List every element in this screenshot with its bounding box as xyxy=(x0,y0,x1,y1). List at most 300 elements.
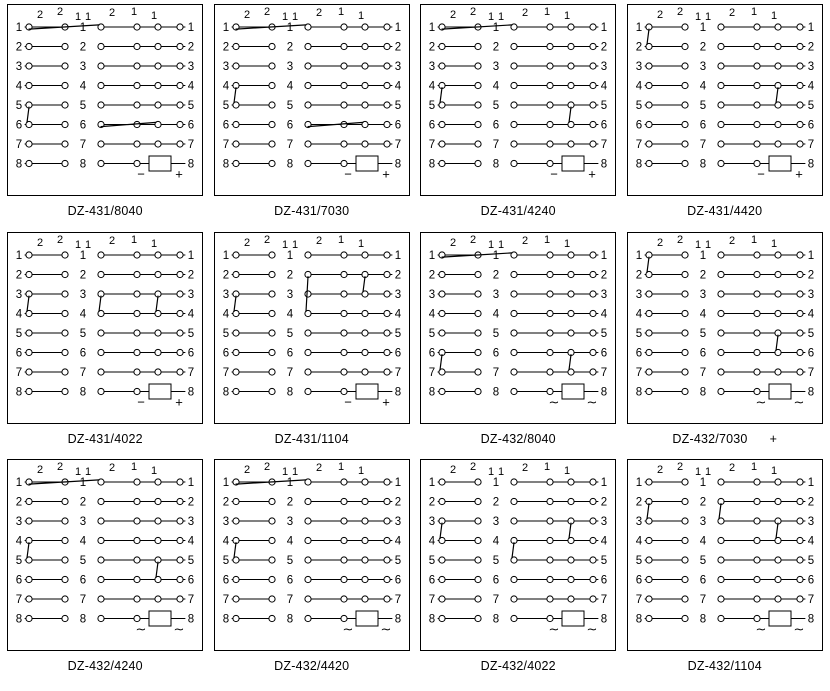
svg-text:7: 7 xyxy=(807,366,814,379)
svg-text:−: − xyxy=(343,394,352,410)
svg-text:4: 4 xyxy=(188,80,195,93)
svg-text:2: 2 xyxy=(728,234,735,247)
wiring-diagram-panel xyxy=(7,232,203,424)
panel-caption-text: DZ-432/7030 xyxy=(672,431,748,446)
svg-text:2: 2 xyxy=(676,6,683,18)
svg-text:4: 4 xyxy=(222,308,229,321)
svg-text:+: + xyxy=(175,166,184,182)
svg-text:5: 5 xyxy=(807,327,814,340)
svg-text:5: 5 xyxy=(16,100,23,112)
panel-caption: DZ-431/1104 xyxy=(274,431,349,446)
svg-text:6: 6 xyxy=(80,347,87,360)
svg-text:8: 8 xyxy=(394,613,401,626)
svg-text:6: 6 xyxy=(222,347,229,360)
svg-text:1: 1 xyxy=(357,237,364,250)
svg-text:1: 1 xyxy=(498,11,505,23)
schematic-svg xyxy=(421,460,615,650)
svg-text:7: 7 xyxy=(188,594,195,607)
diagram-cell xyxy=(2,4,209,232)
svg-text:2: 2 xyxy=(16,496,23,509)
svg-text:7: 7 xyxy=(222,594,229,607)
svg-text:2: 2 xyxy=(635,41,642,54)
svg-text:8: 8 xyxy=(80,613,87,626)
svg-text:5: 5 xyxy=(286,327,293,340)
svg-text:1: 1 xyxy=(357,10,364,22)
svg-text:5: 5 xyxy=(493,327,500,340)
svg-text:1: 1 xyxy=(564,237,571,250)
svg-text:3: 3 xyxy=(429,61,436,73)
svg-text:+: + xyxy=(794,166,803,182)
svg-text:5: 5 xyxy=(394,555,401,568)
svg-text:6: 6 xyxy=(286,347,293,360)
svg-text:8: 8 xyxy=(394,158,401,171)
diagram-cell xyxy=(415,232,622,460)
svg-text:5: 5 xyxy=(601,327,608,340)
svg-text:∼: ∼ xyxy=(793,394,805,410)
svg-text:6: 6 xyxy=(16,119,23,132)
svg-text:1: 1 xyxy=(16,477,23,490)
svg-text:1: 1 xyxy=(337,233,344,246)
wiring-diagram-panel xyxy=(420,232,616,424)
svg-text:7: 7 xyxy=(699,594,706,607)
svg-text:3: 3 xyxy=(699,288,706,301)
svg-text:8: 8 xyxy=(807,613,814,626)
svg-text:1: 1 xyxy=(151,237,158,250)
svg-text:1: 1 xyxy=(807,22,814,34)
diagram-cell xyxy=(2,232,209,460)
svg-text:5: 5 xyxy=(807,100,814,112)
svg-text:4: 4 xyxy=(16,308,23,321)
svg-text:1: 1 xyxy=(770,237,777,250)
svg-text:8: 8 xyxy=(286,386,293,399)
svg-text:8: 8 xyxy=(80,158,87,171)
svg-text:3: 3 xyxy=(807,288,814,301)
svg-text:1: 1 xyxy=(635,22,642,34)
svg-text:2: 2 xyxy=(37,9,44,21)
svg-text:7: 7 xyxy=(493,366,500,379)
svg-text:2: 2 xyxy=(699,41,706,54)
svg-text:2: 2 xyxy=(286,496,293,509)
svg-text:1: 1 xyxy=(699,477,706,490)
svg-text:2: 2 xyxy=(57,6,64,18)
panel-caption: DZ-431/4420 xyxy=(687,204,763,218)
svg-text:1: 1 xyxy=(286,22,293,34)
svg-text:2: 2 xyxy=(470,233,477,246)
svg-text:5: 5 xyxy=(394,100,401,112)
svg-text:1: 1 xyxy=(544,233,551,246)
svg-text:2: 2 xyxy=(656,9,663,21)
svg-text:−: − xyxy=(550,166,559,182)
svg-text:2: 2 xyxy=(80,41,87,54)
svg-text:7: 7 xyxy=(601,366,608,379)
svg-text:8: 8 xyxy=(601,613,608,626)
svg-text:3: 3 xyxy=(429,288,436,301)
svg-text:1: 1 xyxy=(493,249,500,262)
wiring-diagram-panel xyxy=(214,4,410,196)
svg-text:5: 5 xyxy=(222,327,229,340)
svg-text:8: 8 xyxy=(80,386,87,399)
svg-text:7: 7 xyxy=(699,366,706,379)
diagram-cell xyxy=(209,459,416,687)
svg-text:2: 2 xyxy=(699,496,706,509)
svg-text:1: 1 xyxy=(337,461,344,474)
svg-text:8: 8 xyxy=(699,613,706,626)
svg-text:6: 6 xyxy=(807,347,814,360)
svg-text:2: 2 xyxy=(699,269,706,282)
svg-text:7: 7 xyxy=(222,366,229,379)
svg-text:+: + xyxy=(588,166,597,182)
svg-text:6: 6 xyxy=(493,119,500,132)
schematic-svg xyxy=(8,460,202,650)
svg-text:1: 1 xyxy=(770,10,777,22)
svg-text:2: 2 xyxy=(109,462,116,475)
svg-text:1: 1 xyxy=(704,238,711,251)
svg-text:2: 2 xyxy=(243,9,250,21)
svg-text:∼: ∼ xyxy=(380,621,392,637)
svg-text:6: 6 xyxy=(394,119,401,132)
svg-text:5: 5 xyxy=(635,100,642,112)
svg-text:6: 6 xyxy=(16,347,23,360)
svg-text:4: 4 xyxy=(699,80,706,93)
svg-text:2: 2 xyxy=(601,496,608,509)
svg-text:5: 5 xyxy=(16,327,23,340)
svg-text:4: 4 xyxy=(394,308,401,321)
svg-text:3: 3 xyxy=(601,516,608,529)
svg-text:∼: ∼ xyxy=(755,621,767,637)
svg-text:1: 1 xyxy=(750,461,757,474)
svg-text:1: 1 xyxy=(188,249,195,262)
svg-text:4: 4 xyxy=(80,308,87,321)
svg-text:2: 2 xyxy=(493,496,500,509)
svg-text:2: 2 xyxy=(807,41,814,54)
svg-text:2: 2 xyxy=(394,41,401,54)
svg-text:4: 4 xyxy=(493,535,500,548)
svg-text:8: 8 xyxy=(807,158,814,171)
svg-text:6: 6 xyxy=(222,574,229,587)
svg-text:∼: ∼ xyxy=(548,394,560,410)
svg-text:5: 5 xyxy=(635,327,642,340)
svg-text:3: 3 xyxy=(16,61,23,73)
schematic-svg xyxy=(215,233,409,423)
svg-text:1: 1 xyxy=(291,11,298,23)
svg-text:1: 1 xyxy=(564,10,571,22)
svg-text:6: 6 xyxy=(286,574,293,587)
schematic-svg xyxy=(628,233,822,423)
svg-text:4: 4 xyxy=(699,535,706,548)
svg-text:8: 8 xyxy=(601,386,608,399)
svg-text:3: 3 xyxy=(493,288,500,301)
schematic-svg xyxy=(421,233,615,423)
svg-text:3: 3 xyxy=(188,61,195,73)
svg-text:1: 1 xyxy=(750,233,757,246)
svg-text:7: 7 xyxy=(807,139,814,151)
panel-caption: DZ-431/4022 xyxy=(67,431,143,446)
svg-text:5: 5 xyxy=(493,555,500,568)
svg-text:6: 6 xyxy=(429,119,436,132)
svg-text:1: 1 xyxy=(222,477,229,490)
svg-text:8: 8 xyxy=(699,158,706,171)
svg-text:∼: ∼ xyxy=(755,394,767,410)
svg-text:1: 1 xyxy=(281,238,288,251)
svg-text:4: 4 xyxy=(188,535,195,548)
svg-text:3: 3 xyxy=(222,61,229,73)
svg-text:−: − xyxy=(756,166,765,182)
svg-text:1: 1 xyxy=(704,466,711,479)
svg-text:∼: ∼ xyxy=(135,621,147,637)
svg-text:1: 1 xyxy=(286,249,293,262)
svg-text:3: 3 xyxy=(80,61,87,73)
svg-text:8: 8 xyxy=(635,613,642,626)
svg-text:1: 1 xyxy=(281,466,288,479)
svg-text:2: 2 xyxy=(16,269,23,282)
svg-text:2: 2 xyxy=(37,236,44,249)
svg-text:3: 3 xyxy=(80,288,87,301)
svg-text:2: 2 xyxy=(656,464,663,477)
svg-text:1: 1 xyxy=(704,11,711,23)
svg-text:∼: ∼ xyxy=(586,394,598,410)
svg-text:2: 2 xyxy=(188,269,195,282)
svg-text:1: 1 xyxy=(337,6,344,18)
svg-text:8: 8 xyxy=(188,158,195,171)
svg-text:8: 8 xyxy=(493,613,500,626)
panel-caption: DZ-431/4240 xyxy=(480,204,556,218)
svg-text:2: 2 xyxy=(394,496,401,509)
svg-text:5: 5 xyxy=(699,555,706,568)
svg-text:4: 4 xyxy=(80,535,87,548)
svg-text:2: 2 xyxy=(109,7,116,19)
svg-text:8: 8 xyxy=(493,158,500,171)
svg-text:1: 1 xyxy=(188,477,195,490)
svg-text:5: 5 xyxy=(80,327,87,340)
svg-text:2: 2 xyxy=(222,496,229,509)
svg-text:2: 2 xyxy=(80,269,87,282)
svg-text:1: 1 xyxy=(694,11,701,23)
svg-text:7: 7 xyxy=(16,139,23,151)
svg-text:2: 2 xyxy=(243,464,250,477)
svg-text:1: 1 xyxy=(601,249,608,262)
svg-text:4: 4 xyxy=(601,535,608,548)
svg-text:8: 8 xyxy=(16,158,23,171)
diagram-cell xyxy=(622,4,829,232)
svg-text:7: 7 xyxy=(394,139,401,151)
svg-text:1: 1 xyxy=(291,466,298,479)
svg-text:2: 2 xyxy=(656,236,663,249)
svg-text:2: 2 xyxy=(315,234,322,247)
svg-text:7: 7 xyxy=(635,139,642,151)
svg-text:1: 1 xyxy=(80,249,87,262)
svg-text:4: 4 xyxy=(635,308,642,321)
schematic-svg xyxy=(8,5,202,195)
wiring-diagram-panel xyxy=(214,232,410,424)
svg-text:2: 2 xyxy=(80,496,87,509)
svg-text:1: 1 xyxy=(85,11,92,23)
svg-text:1: 1 xyxy=(188,22,195,34)
svg-text:2: 2 xyxy=(315,462,322,475)
svg-text:3: 3 xyxy=(394,288,401,301)
svg-text:2: 2 xyxy=(635,269,642,282)
svg-text:7: 7 xyxy=(286,366,293,379)
svg-text:7: 7 xyxy=(80,139,87,151)
svg-text:8: 8 xyxy=(16,613,23,626)
svg-text:1: 1 xyxy=(131,6,138,18)
panel-caption-extra: + xyxy=(769,431,778,446)
svg-text:4: 4 xyxy=(222,80,229,93)
svg-text:7: 7 xyxy=(16,594,23,607)
svg-text:1: 1 xyxy=(488,466,495,479)
svg-text:2: 2 xyxy=(188,496,195,509)
svg-text:5: 5 xyxy=(222,555,229,568)
svg-text:6: 6 xyxy=(80,119,87,132)
svg-text:1: 1 xyxy=(429,22,436,34)
wiring-diagram-panel xyxy=(627,4,823,196)
svg-text:7: 7 xyxy=(429,594,436,607)
svg-text:1: 1 xyxy=(770,465,777,478)
svg-text:6: 6 xyxy=(394,347,401,360)
svg-text:5: 5 xyxy=(394,327,401,340)
panel-caption: DZ-432/8040 xyxy=(480,431,556,446)
svg-text:2: 2 xyxy=(522,7,529,19)
svg-text:3: 3 xyxy=(286,61,293,73)
panel-caption xyxy=(672,432,777,446)
svg-text:6: 6 xyxy=(635,574,642,587)
svg-text:4: 4 xyxy=(394,80,401,93)
svg-text:6: 6 xyxy=(16,574,23,587)
svg-text:2: 2 xyxy=(807,269,814,282)
wiring-diagram-panel xyxy=(627,459,823,651)
svg-text:3: 3 xyxy=(222,288,229,301)
svg-text:7: 7 xyxy=(16,366,23,379)
svg-text:4: 4 xyxy=(635,80,642,93)
svg-text:7: 7 xyxy=(429,366,436,379)
svg-text:8: 8 xyxy=(222,613,229,626)
svg-text:1: 1 xyxy=(80,22,87,34)
svg-text:3: 3 xyxy=(601,288,608,301)
diagram-cell xyxy=(2,459,209,687)
wiring-diagram-panel xyxy=(7,4,203,196)
svg-text:4: 4 xyxy=(429,80,436,93)
svg-text:8: 8 xyxy=(16,386,23,399)
svg-text:6: 6 xyxy=(635,347,642,360)
svg-text:4: 4 xyxy=(429,308,436,321)
panel-caption: DZ-432/4240 xyxy=(67,659,143,674)
svg-text:3: 3 xyxy=(601,61,608,73)
svg-text:1: 1 xyxy=(807,477,814,490)
svg-text:3: 3 xyxy=(635,288,642,301)
svg-text:6: 6 xyxy=(188,347,195,360)
wiring-diagram-panel xyxy=(627,232,823,424)
svg-text:8: 8 xyxy=(429,386,436,399)
svg-text:1: 1 xyxy=(635,477,642,490)
svg-text:2: 2 xyxy=(450,236,457,249)
svg-text:1: 1 xyxy=(394,249,401,262)
svg-text:6: 6 xyxy=(699,347,706,360)
svg-text:3: 3 xyxy=(429,516,436,529)
svg-text:8: 8 xyxy=(601,158,608,171)
wiring-diagram-panel xyxy=(7,459,203,651)
svg-text:3: 3 xyxy=(286,516,293,529)
svg-text:1: 1 xyxy=(16,22,23,34)
svg-text:8: 8 xyxy=(807,386,814,399)
svg-text:4: 4 xyxy=(394,535,401,548)
svg-text:4: 4 xyxy=(188,308,195,321)
svg-text:2: 2 xyxy=(470,6,477,18)
svg-text:6: 6 xyxy=(188,574,195,587)
svg-text:2: 2 xyxy=(522,462,529,475)
svg-text:4: 4 xyxy=(807,535,814,548)
svg-text:4: 4 xyxy=(807,308,814,321)
svg-text:5: 5 xyxy=(188,100,195,112)
schematic-svg xyxy=(628,460,822,650)
svg-text:5: 5 xyxy=(699,100,706,112)
svg-text:1: 1 xyxy=(16,249,23,262)
svg-text:5: 5 xyxy=(188,555,195,568)
svg-text:1: 1 xyxy=(493,477,500,490)
svg-text:1: 1 xyxy=(488,238,495,251)
svg-text:1: 1 xyxy=(281,11,288,23)
svg-text:−: − xyxy=(343,166,352,182)
svg-text:7: 7 xyxy=(394,366,401,379)
panel-caption: DZ-431/7030 xyxy=(274,204,350,218)
svg-text:2: 2 xyxy=(450,9,457,21)
svg-text:1: 1 xyxy=(131,233,138,246)
svg-text:8: 8 xyxy=(286,613,293,626)
svg-text:8: 8 xyxy=(429,613,436,626)
svg-text:8: 8 xyxy=(188,613,195,626)
panel-caption: DZ-431/8040 xyxy=(67,204,143,218)
panel-caption: DZ-432/1104 xyxy=(687,659,762,674)
svg-text:8: 8 xyxy=(429,158,436,171)
svg-text:1: 1 xyxy=(699,22,706,34)
svg-text:7: 7 xyxy=(286,594,293,607)
svg-text:2: 2 xyxy=(109,234,116,247)
svg-text:6: 6 xyxy=(222,119,229,132)
diagram-cell xyxy=(415,4,622,232)
svg-text:1: 1 xyxy=(357,465,364,478)
svg-text:8: 8 xyxy=(493,386,500,399)
svg-text:2: 2 xyxy=(635,496,642,509)
svg-text:1: 1 xyxy=(222,249,229,262)
svg-text:6: 6 xyxy=(80,574,87,587)
svg-text:2: 2 xyxy=(57,461,64,474)
svg-text:1: 1 xyxy=(601,22,608,34)
svg-text:3: 3 xyxy=(807,61,814,73)
svg-text:7: 7 xyxy=(188,366,195,379)
panel-caption: DZ-432/4420 xyxy=(274,659,350,674)
svg-text:1: 1 xyxy=(544,6,551,18)
svg-text:∼: ∼ xyxy=(173,621,185,637)
svg-text:4: 4 xyxy=(493,308,500,321)
svg-text:1: 1 xyxy=(131,461,138,474)
svg-text:2: 2 xyxy=(493,41,500,54)
svg-text:2: 2 xyxy=(263,461,270,474)
svg-text:−: − xyxy=(137,166,146,182)
svg-text:4: 4 xyxy=(601,80,608,93)
svg-text:5: 5 xyxy=(601,100,608,112)
svg-text:3: 3 xyxy=(188,516,195,529)
svg-text:∼: ∼ xyxy=(793,621,805,637)
svg-text:2: 2 xyxy=(429,496,436,509)
svg-text:3: 3 xyxy=(493,61,500,73)
svg-text:2: 2 xyxy=(493,269,500,282)
svg-text:1: 1 xyxy=(488,11,495,23)
svg-text:1: 1 xyxy=(75,466,82,479)
svg-text:2: 2 xyxy=(728,462,735,475)
svg-text:7: 7 xyxy=(188,139,195,151)
svg-text:2: 2 xyxy=(429,269,436,282)
svg-text:5: 5 xyxy=(601,555,608,568)
schematic-svg xyxy=(421,5,615,195)
svg-text:1: 1 xyxy=(564,465,571,478)
